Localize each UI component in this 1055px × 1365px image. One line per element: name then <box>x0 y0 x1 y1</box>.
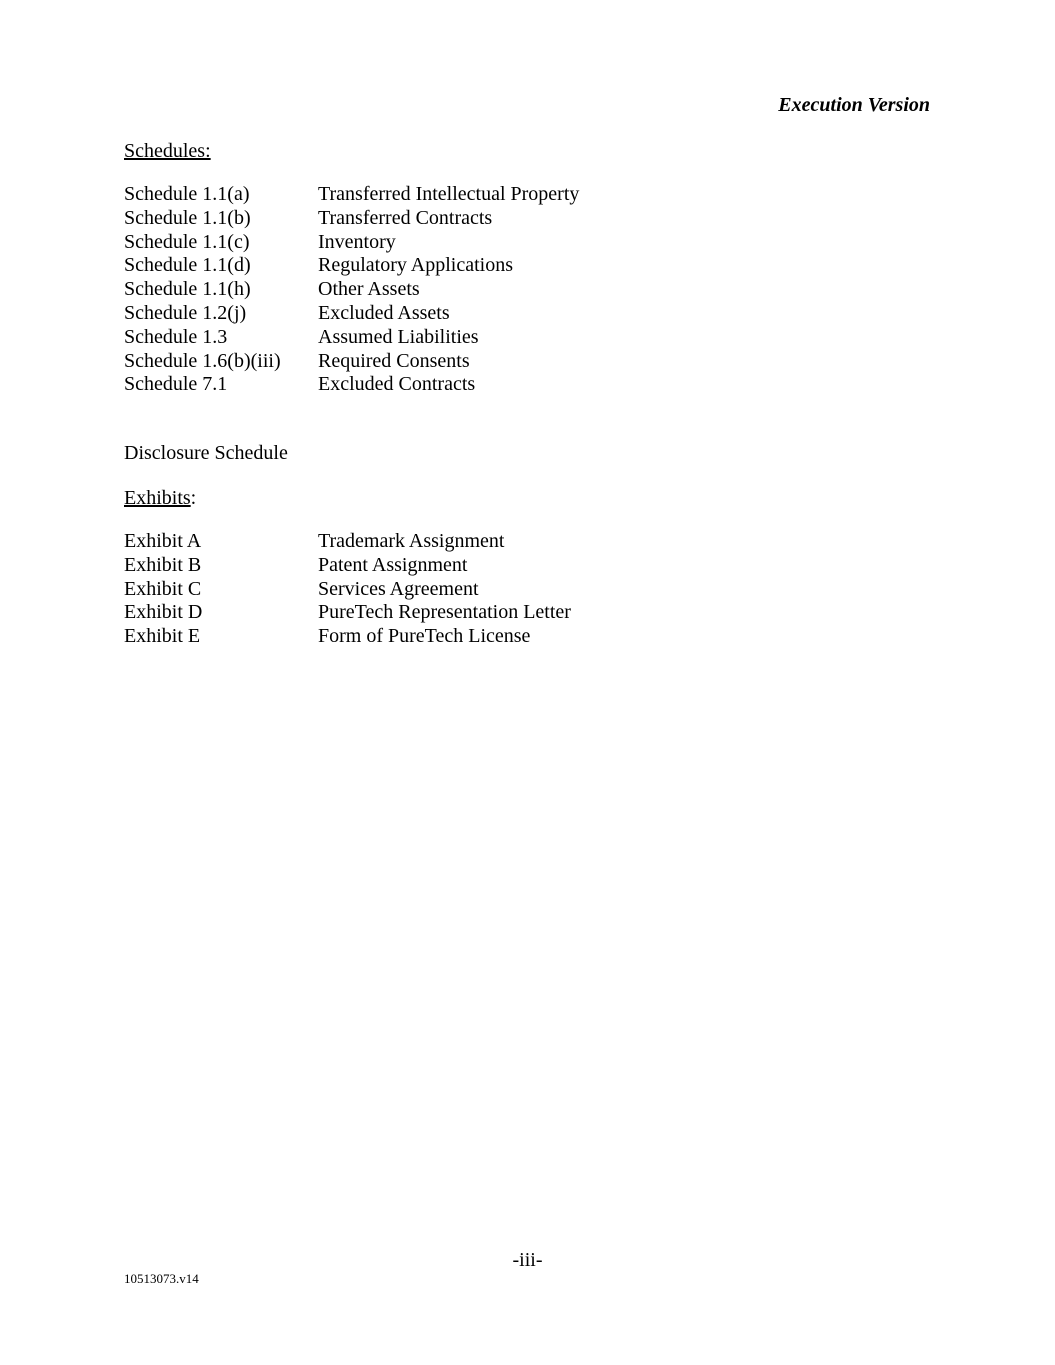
exhibit-row <box>124 601 571 625</box>
exhibit-row <box>124 625 571 649</box>
schedule-title: Excluded Assets <box>318 301 450 324</box>
schedule-row <box>124 231 579 255</box>
schedule-title: Inventory <box>318 230 396 253</box>
schedule-title: Regulatory Applications <box>318 254 513 277</box>
exhibit-row <box>124 554 571 578</box>
schedule-code: Schedule 1.1(h) <box>124 278 251 301</box>
exhibit-code: Exhibit C <box>124 577 202 600</box>
schedule-title: Assumed Liabilities <box>318 325 479 348</box>
schedule-title: Excluded Contracts <box>318 373 476 396</box>
schedule-row <box>124 207 579 231</box>
schedule-row <box>124 302 579 326</box>
schedule-code: Schedule 1.6(b)(iii) <box>124 349 281 372</box>
schedule-row <box>124 373 579 397</box>
exhibit-row <box>124 530 571 554</box>
exhibit-code: Exhibit D <box>124 601 203 624</box>
exhibits-heading-colon: : <box>190 487 197 509</box>
schedule-row <box>124 326 579 350</box>
exhibits-heading <box>124 486 196 510</box>
schedule-code: Schedule 1.1(a) <box>124 183 250 205</box>
schedule-code: Schedule 1.1(b) <box>124 206 251 229</box>
schedules-heading: Schedules: <box>124 140 211 162</box>
page-number: -iii- <box>512 1249 543 1271</box>
schedule-title: Transferred Intellectual Property <box>318 183 580 205</box>
exhibit-title: Services Agreement <box>318 577 479 600</box>
schedule-title: Required Consents <box>318 349 470 372</box>
schedule-title: Other Assets <box>318 278 420 301</box>
schedules-list <box>124 183 579 397</box>
schedule-row <box>124 183 579 207</box>
exhibits-list <box>124 530 571 649</box>
schedule-row <box>124 254 579 278</box>
schedule-code: Schedule 1.1(d) <box>124 254 251 277</box>
schedule-title: Transferred Contracts <box>318 206 493 229</box>
document-id: 10513073.v14 <box>124 1271 199 1286</box>
execution-version-label: Execution Version <box>778 94 930 116</box>
exhibit-title: Patent Assignment <box>318 553 468 576</box>
disclosure-schedule-label: Disclosure Schedule <box>124 442 288 464</box>
exhibit-code: Exhibit B <box>124 553 202 576</box>
exhibit-code: Exhibit E <box>124 625 201 648</box>
schedule-row <box>124 278 579 302</box>
exhibits-heading-text: Exhibits <box>124 487 191 509</box>
schedule-row <box>124 350 579 374</box>
schedule-code: Schedule 1.1(c) <box>124 230 250 253</box>
schedule-code: Schedule 7.1 <box>124 373 228 396</box>
exhibit-title: PureTech Representation Letter <box>318 601 571 624</box>
exhibit-title: Trademark Assignment <box>318 530 505 552</box>
exhibit-row <box>124 578 571 602</box>
schedule-code: Schedule 1.2(j) <box>124 301 247 324</box>
exhibit-code: Exhibit A <box>124 530 202 552</box>
schedule-code: Schedule 1.3 <box>124 325 228 348</box>
exhibit-title: Form of PureTech License <box>318 625 531 648</box>
